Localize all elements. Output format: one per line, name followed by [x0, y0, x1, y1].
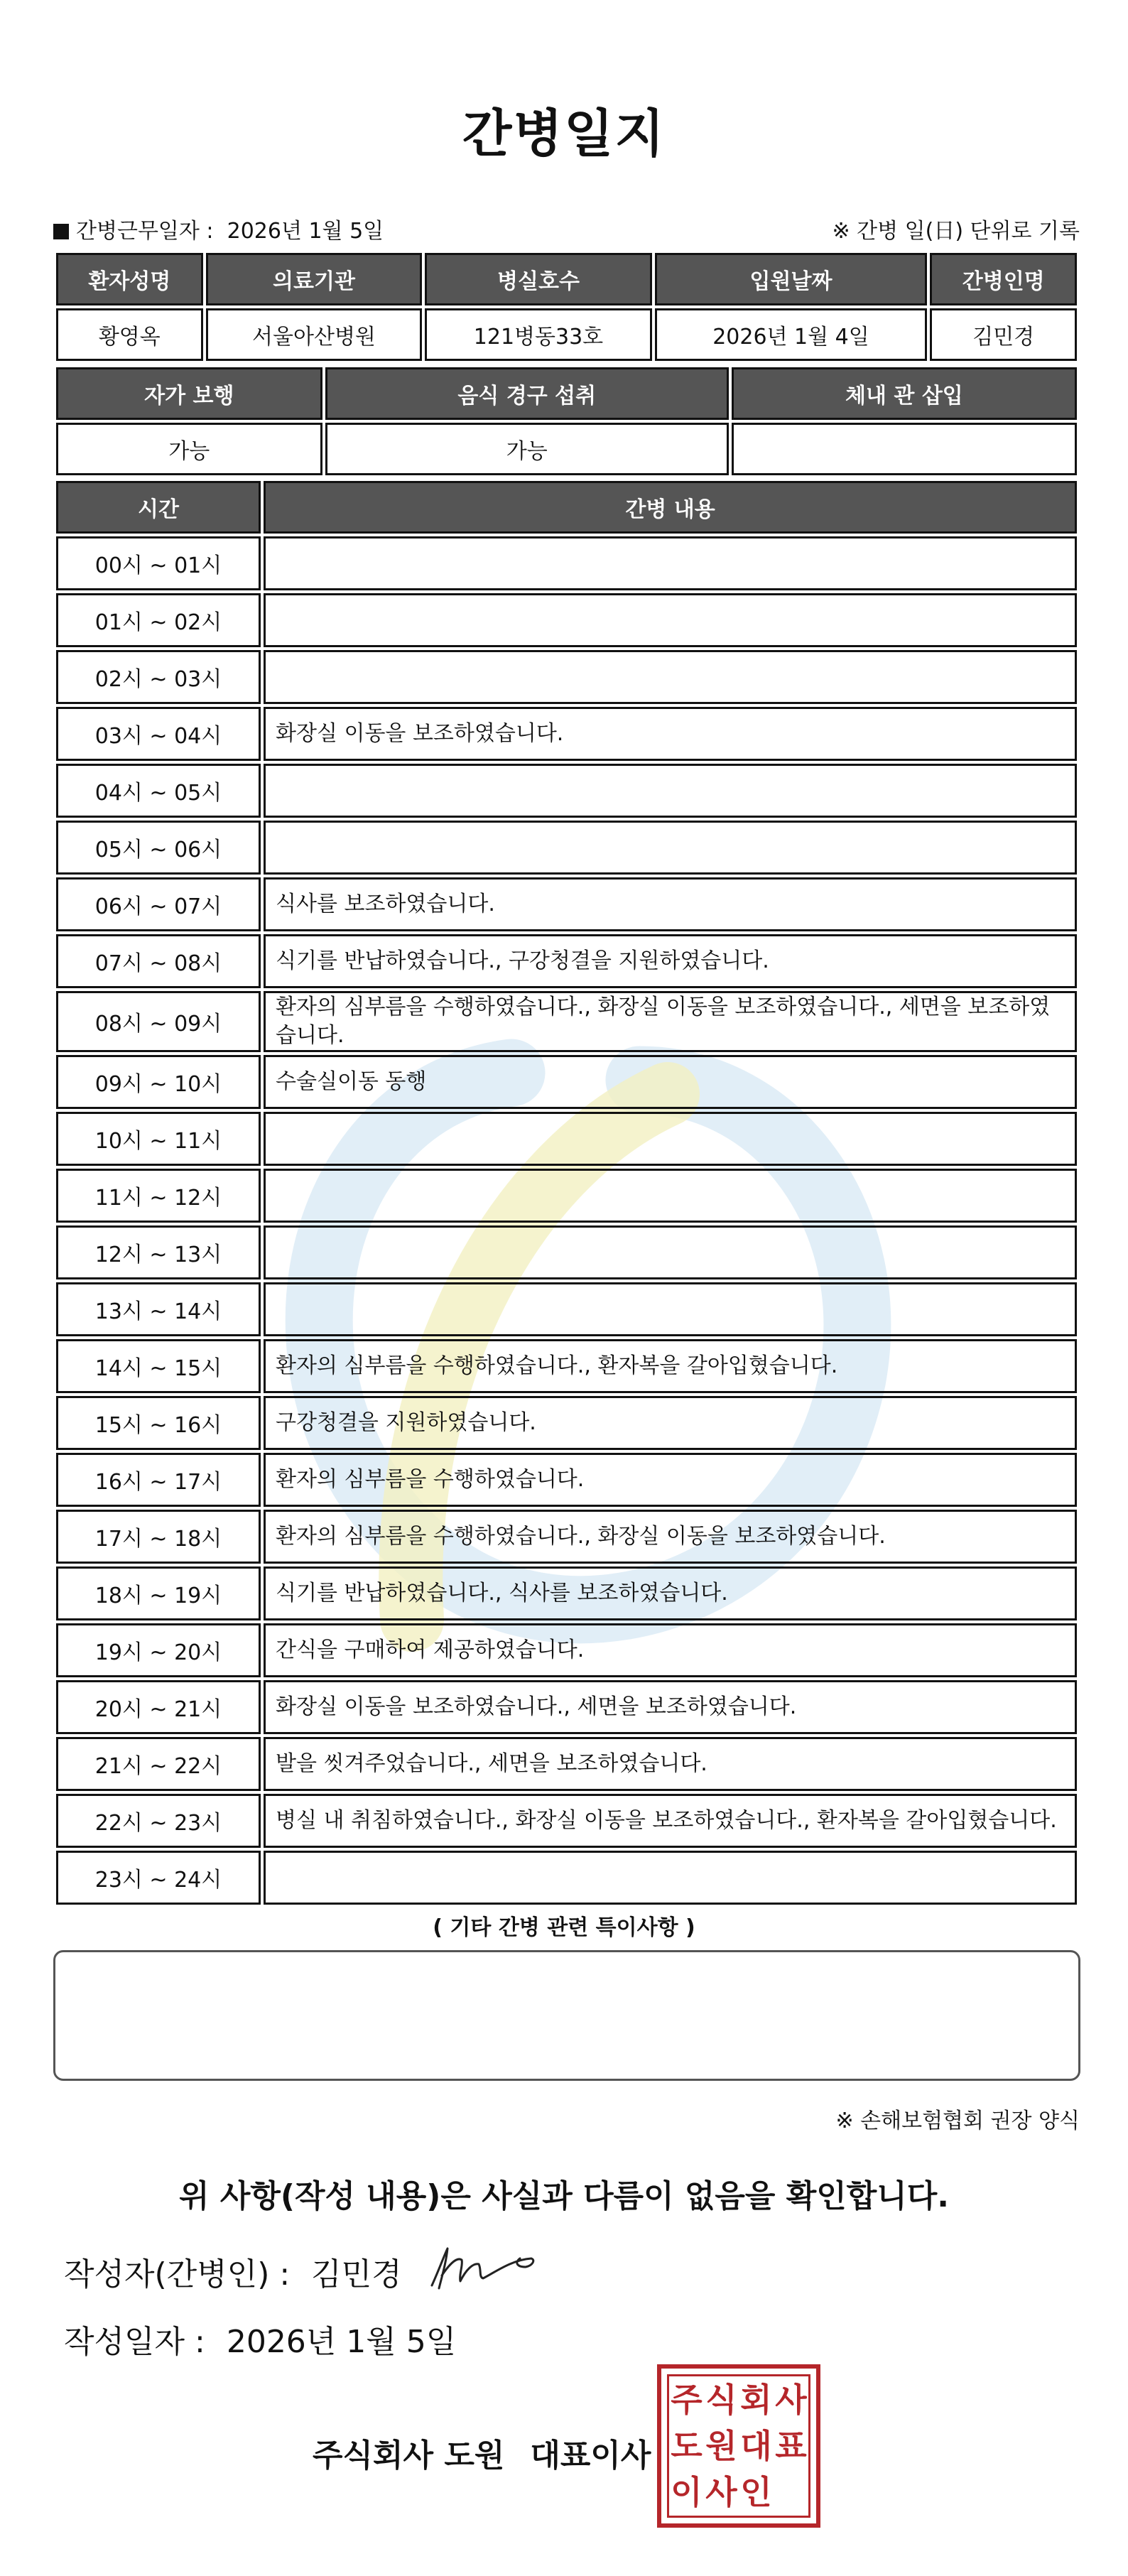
care-log-body [56, 481, 1077, 1905]
header-time: 시간 [56, 481, 261, 534]
care-content: 간식을 구매하여 제공하였습니다. [264, 1623, 1077, 1677]
care-log-row [56, 1225, 1077, 1279]
oral-intake-value: 가능 [325, 423, 729, 475]
care-content [264, 764, 1077, 818]
seal-character: 사 [775, 2380, 807, 2419]
time-slot: 02시 ~ 03시 [56, 650, 261, 704]
care-date-value: 2026년 1월 5일 [227, 219, 384, 244]
room-number: 121병동33호 [425, 308, 651, 361]
care-content [264, 536, 1077, 590]
seal-character: 도 [671, 2426, 703, 2465]
care-content [264, 593, 1077, 647]
care-log-row [56, 1623, 1077, 1677]
care-log-row [56, 1055, 1077, 1109]
header-oral-intake: 음식 경구 섭취 [325, 367, 729, 420]
care-content: 환자의 심부름을 수행하였습니다. [264, 1453, 1077, 1507]
care-log-row [56, 1851, 1077, 1905]
care-log-header-row [56, 481, 1077, 534]
company-name: 주식회사 도원 [313, 2437, 505, 2474]
time-slot: 15시 ~ 16시 [56, 1396, 261, 1450]
patient-name: 황영옥 [56, 308, 203, 361]
care-log-row [56, 1453, 1077, 1507]
care-content: 식기를 반납하였습니다., 구강청결을 지원하였습니다. [264, 934, 1077, 988]
hospital-name: 서울아산병원 [206, 308, 423, 361]
patient-status-header-row [56, 367, 1077, 420]
header-hospital: 의료기관 [206, 253, 423, 305]
patient-info-value-row [56, 308, 1077, 361]
seal-character: 사 [705, 2473, 737, 2512]
care-log-row [56, 1737, 1077, 1791]
company-signature-line [313, 2430, 651, 2475]
care-log-row [56, 877, 1077, 931]
time-slot: 16시 ~ 17시 [56, 1453, 261, 1507]
care-log-row [56, 1794, 1077, 1848]
header-admission-date: 입원날짜 [655, 253, 928, 305]
writer-line [64, 2248, 402, 2294]
care-content: 식기를 반납하였습니다., 식사를 보조하였습니다. [264, 1566, 1077, 1620]
care-content: 화장실 이동을 보조하였습니다. [264, 707, 1077, 761]
unit-note: ※ 간병 일(日) 단위로 기록 [832, 219, 1080, 244]
care-log-row [56, 1396, 1077, 1450]
seal-character: 주 [671, 2380, 703, 2419]
care-log-row [56, 991, 1077, 1052]
remarks-box [53, 1950, 1080, 2081]
time-slot: 00시 ~ 01시 [56, 536, 261, 590]
confirmation-statement: 위 사항(작성 내용)은 사실과 다름이 없음을 확인합니다. [179, 2178, 949, 2214]
care-log-table [53, 478, 1080, 1907]
seal-character: 대 [740, 2426, 772, 2465]
care-log-row [56, 707, 1077, 761]
seal-character: 표 [775, 2426, 807, 2465]
time-slot: 10시 ~ 11시 [56, 1112, 261, 1166]
company-seal-stamp [657, 2364, 820, 2528]
header-caregiver-name: 간병인명 [930, 253, 1077, 305]
care-log-row [56, 1339, 1077, 1393]
time-slot: 01시 ~ 02시 [56, 593, 261, 647]
care-log-row [56, 593, 1077, 647]
time-slot: 13시 ~ 14시 [56, 1282, 261, 1336]
time-slot: 03시 ~ 04시 [56, 707, 261, 761]
time-slot: 09시 ~ 10시 [56, 1055, 261, 1109]
care-date [53, 213, 384, 244]
care-content [264, 1225, 1077, 1279]
care-log-row [56, 764, 1077, 818]
patient-status-table [53, 364, 1080, 478]
square-bullet-icon [53, 224, 69, 239]
seal-character: 식 [705, 2380, 737, 2419]
time-slot: 12시 ~ 13시 [56, 1225, 261, 1279]
writer-label: 작성자(간병인) : [64, 2256, 291, 2293]
seal-character: 이 [671, 2473, 703, 2512]
self-walking-value: 가능 [56, 423, 322, 475]
care-log-row [56, 1282, 1077, 1336]
time-slot: 06시 ~ 07시 [56, 877, 261, 931]
care-log-row [56, 1680, 1077, 1734]
care-log-row [56, 1112, 1077, 1166]
time-slot: 11시 ~ 12시 [56, 1169, 261, 1223]
care-content [264, 1169, 1077, 1223]
seal-character: 원 [705, 2426, 737, 2465]
time-slot: 21시 ~ 22시 [56, 1737, 261, 1791]
care-content [264, 1282, 1077, 1336]
time-slot: 18시 ~ 19시 [56, 1566, 261, 1620]
time-slot: 19시 ~ 20시 [56, 1623, 261, 1677]
time-slot: 20시 ~ 21시 [56, 1680, 261, 1734]
header-room: 병실호수 [425, 253, 651, 305]
time-slot: 05시 ~ 06시 [56, 821, 261, 875]
header-patient-name: 환자성명 [56, 253, 203, 305]
care-log-row [56, 934, 1077, 988]
patient-info-table [53, 250, 1080, 364]
care-content: 병실 내 취침하였습니다., 화장실 이동을 보조하였습니다., 환자복을 갈아입혔습니다. [264, 1794, 1077, 1848]
time-slot: 14시 ~ 15시 [56, 1339, 261, 1393]
care-content [264, 650, 1077, 704]
seal-characters [667, 2374, 810, 2518]
time-slot: 07시 ~ 08시 [56, 934, 261, 988]
seal-character: 회 [740, 2380, 772, 2419]
care-content [264, 1112, 1077, 1166]
source-note: ※ 손해보험협회 권장 양식 [835, 2109, 1080, 2133]
care-log-row [56, 1510, 1077, 1564]
care-content: 환자의 심부름을 수행하였습니다., 화장실 이동을 보조하였습니다. [264, 1510, 1077, 1564]
care-content: 환자의 심부름을 수행하였습니다., 환자복을 갈아입혔습니다. [264, 1339, 1077, 1393]
seal-character: 인 [740, 2473, 772, 2512]
header-tube-insertion: 체내 관 삽입 [732, 367, 1077, 420]
care-date-label: 간병근무일자 : [76, 219, 214, 244]
admission-date: 2026년 1월 4일 [655, 308, 928, 361]
care-content: 발을 씻겨주었습니다., 세면을 보조하였습니다. [264, 1737, 1077, 1791]
patient-status-value-row [56, 423, 1077, 475]
time-slot: 22시 ~ 23시 [56, 1794, 261, 1848]
time-slot: 17시 ~ 18시 [56, 1510, 261, 1564]
written-date-value: 2026년 1월 5일 [226, 2324, 457, 2360]
care-content: 식사를 보조하였습니다. [264, 877, 1077, 931]
written-date-line [64, 2316, 456, 2361]
care-content: 수술실이동 동행 [264, 1055, 1077, 1109]
care-log-row [56, 650, 1077, 704]
header-self-walking: 자가 보행 [56, 367, 322, 420]
caregiver-name: 김민경 [930, 308, 1077, 361]
care-content [264, 1851, 1077, 1905]
header-care-content: 간병 내용 [264, 481, 1077, 534]
care-log-row [56, 536, 1077, 590]
care-content: 환자의 심부름을 수행하였습니다., 화장실 이동을 보조하였습니다., 세면을 보조하였습니다. [264, 991, 1077, 1052]
handwritten-signature [426, 2241, 540, 2298]
care-content: 화장실 이동을 보조하였습니다., 세면을 보조하였습니다. [264, 1680, 1077, 1734]
written-date-label: 작성일자 : [64, 2324, 205, 2360]
remarks-title: ( 기타 간병 관련 특이사항 ) [433, 1915, 695, 1940]
patient-info-header-row [56, 253, 1077, 305]
care-content: 구강청결을 지원하였습니다. [264, 1396, 1077, 1450]
page-title: 간병일지 [462, 104, 666, 163]
care-content [264, 821, 1077, 875]
care-log-row [56, 1169, 1077, 1223]
care-log-row [56, 821, 1077, 875]
writer-name: 김민경 [311, 2256, 402, 2293]
tube-insertion-value [732, 423, 1077, 475]
time-slot: 08시 ~ 09시 [56, 991, 261, 1052]
company-representative: 대표이사 [530, 2437, 651, 2474]
time-slot: 04시 ~ 05시 [56, 764, 261, 818]
care-log-row [56, 1566, 1077, 1620]
time-slot: 23시 ~ 24시 [56, 1851, 261, 1905]
